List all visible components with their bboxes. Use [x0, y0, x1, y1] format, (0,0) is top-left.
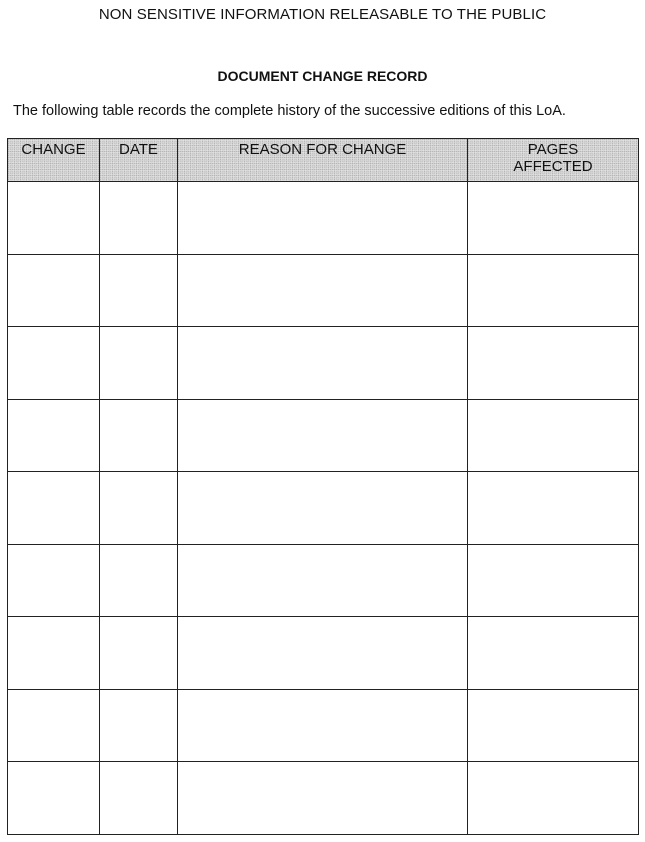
cell-pages-affected [468, 472, 639, 545]
cell-date [100, 472, 178, 545]
cell-pages-affected [468, 182, 639, 255]
cell-reason [178, 327, 468, 400]
table-row [8, 254, 639, 327]
table-row [8, 617, 639, 690]
table-body [8, 182, 639, 835]
cell-date [100, 399, 178, 472]
cell-date [100, 254, 178, 327]
cell-pages-affected [468, 762, 639, 835]
cell-reason [178, 689, 468, 762]
column-header-date: DATE [100, 139, 178, 182]
cell-reason [178, 472, 468, 545]
cell-change [8, 327, 100, 400]
cell-date [100, 689, 178, 762]
table-row [8, 182, 639, 255]
cell-reason [178, 399, 468, 472]
cell-reason [178, 182, 468, 255]
cell-change [8, 762, 100, 835]
cell-change [8, 617, 100, 690]
table-row [8, 472, 639, 545]
cell-pages-affected [468, 544, 639, 617]
cell-reason [178, 617, 468, 690]
cell-date [100, 182, 178, 255]
column-header-reason: REASON FOR CHANGE [178, 139, 468, 182]
cell-change [8, 182, 100, 255]
table-header-row [8, 139, 639, 182]
cell-change [8, 254, 100, 327]
column-header-change: CHANGE [8, 139, 100, 182]
cell-change [8, 399, 100, 472]
cell-change [8, 544, 100, 617]
cell-pages-affected [468, 689, 639, 762]
cell-date [100, 544, 178, 617]
cell-date [100, 327, 178, 400]
cell-pages-affected [468, 254, 639, 327]
cell-reason [178, 544, 468, 617]
cell-date [100, 762, 178, 835]
cell-reason [178, 254, 468, 327]
classification-banner: NON SENSITIVE INFORMATION RELEASABLE TO THE PUBLIC [98, 6, 547, 23]
cell-change [8, 472, 100, 545]
table-row [8, 544, 639, 617]
column-header-pages-affected: PAGES AFFECTED [468, 139, 639, 182]
cell-reason [178, 762, 468, 835]
change-record-table [7, 138, 639, 835]
table-row [8, 762, 639, 835]
intro-text: The following table records the complete history of the successive editions of this LoA. [13, 103, 566, 119]
cell-pages-affected [468, 327, 639, 400]
table-row [8, 689, 639, 762]
cell-pages-affected [468, 399, 639, 472]
cell-date [100, 617, 178, 690]
table-row [8, 327, 639, 400]
cell-pages-affected [468, 617, 639, 690]
page-title: DOCUMENT CHANGE RECORD [217, 68, 428, 84]
table-row [8, 399, 639, 472]
cell-change [8, 689, 100, 762]
